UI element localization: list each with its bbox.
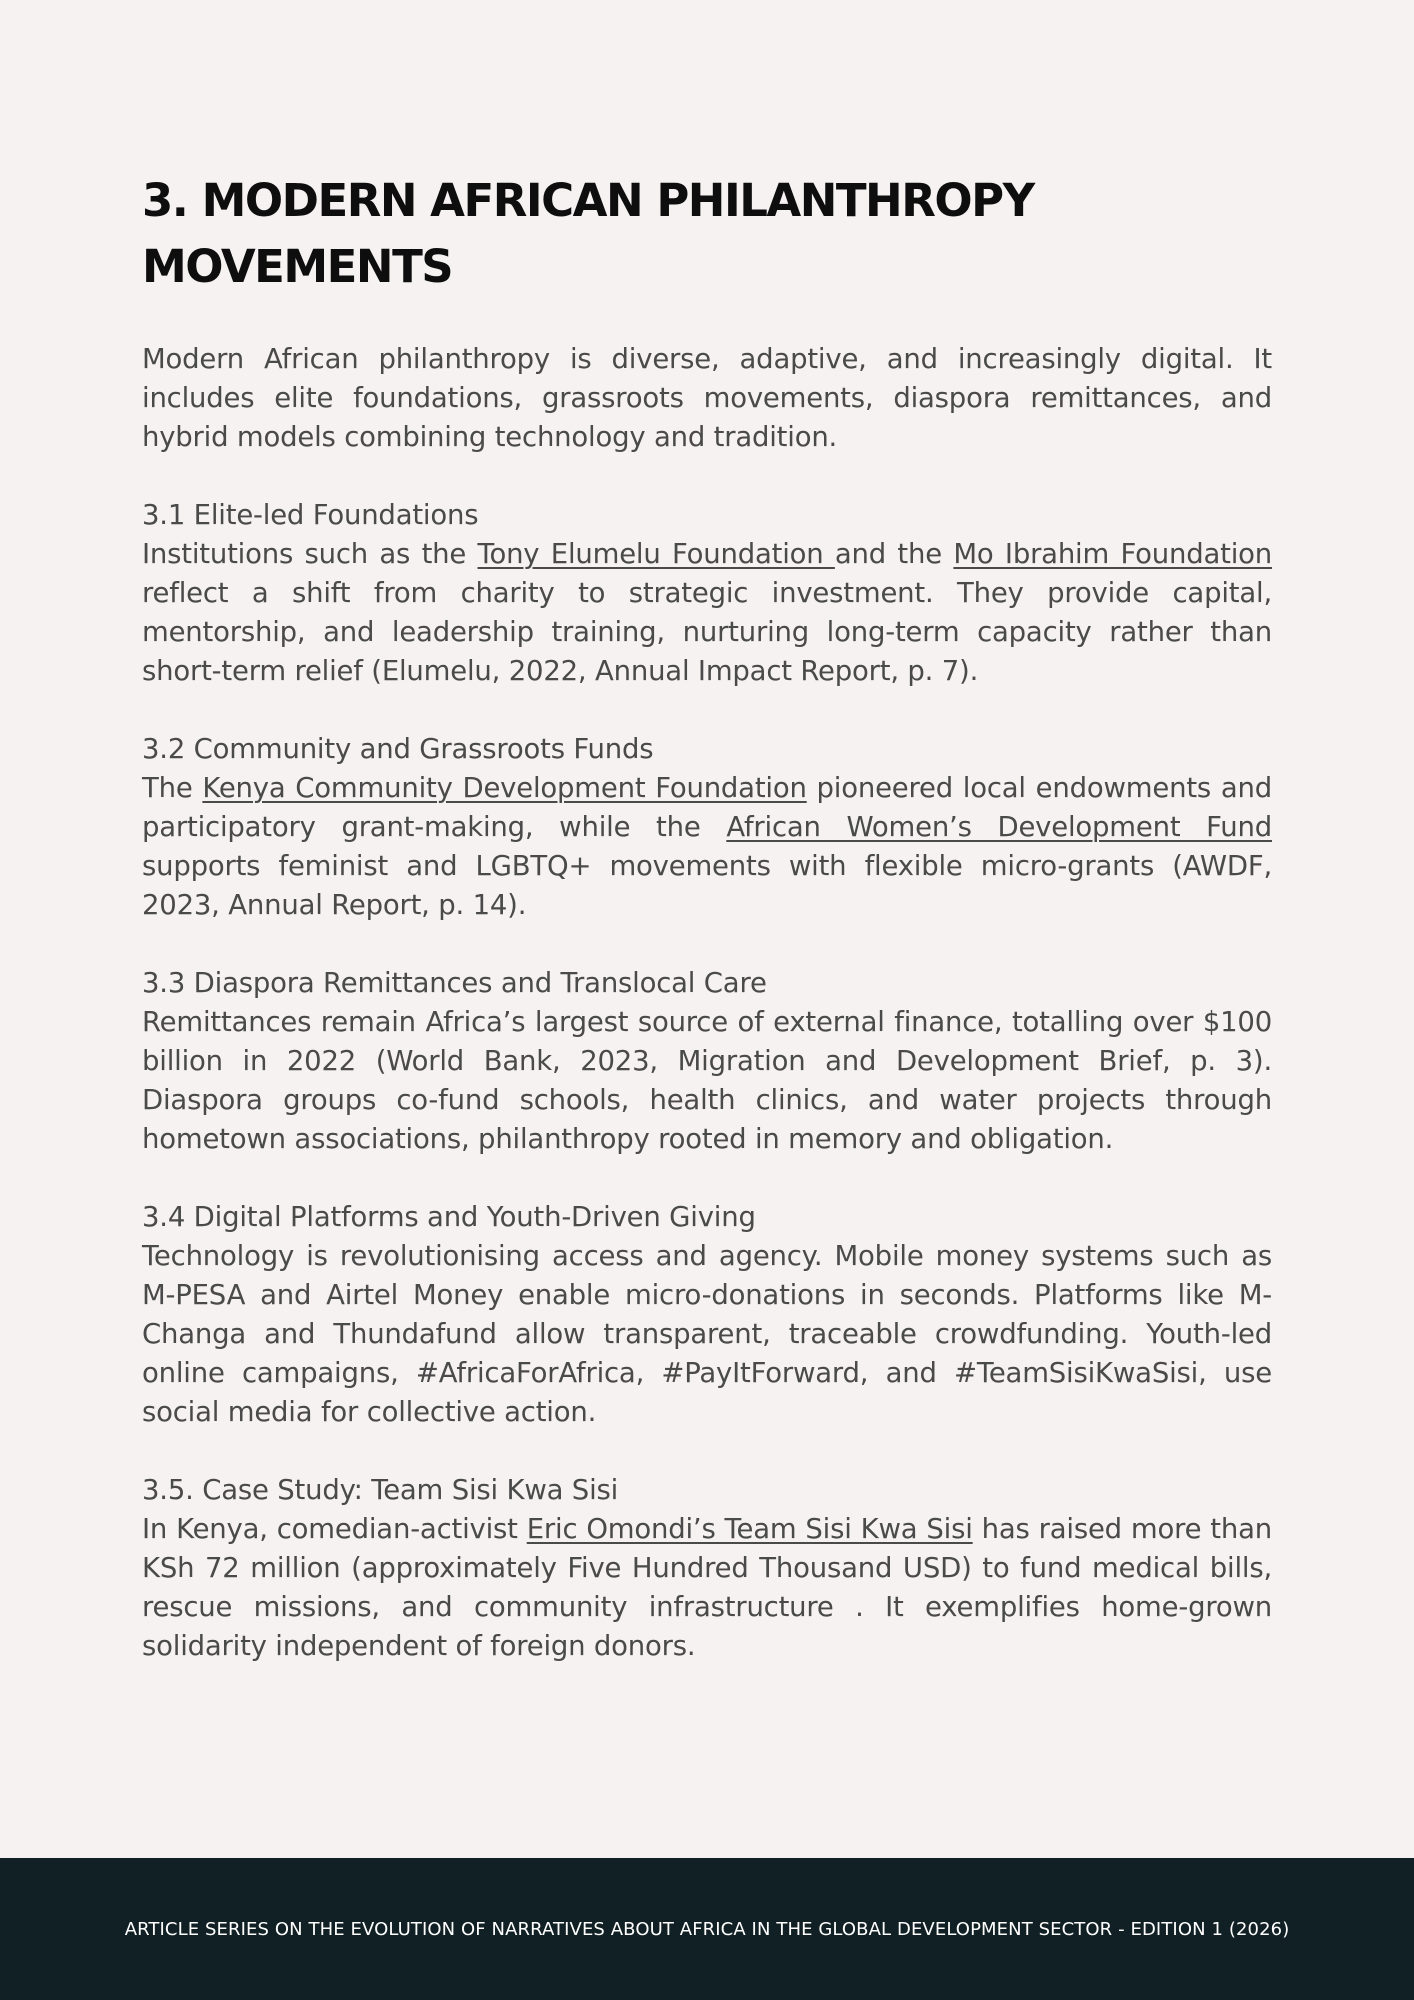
mo-ibrahim-foundation-link[interactable]: Mo Ibrahim Foundation — [953, 538, 1272, 570]
section-case-study — [142, 1471, 1272, 1666]
footer-text: ARTICLE SERIES ON THE EVOLUTION OF NARRATIVES ABOUT AFRICA IN THE GLOBAL DEVELOPMENT SECTOR - EDITION 1 (2026) — [124, 1918, 1290, 1940]
african-womens-development-fund-link[interactable]: African Women’s Development Fund — [726, 811, 1272, 843]
section-heading: 3.3 Diaspora Remittances and Translocal Care — [142, 967, 767, 999]
section-heading: 3.4 Digital Platforms and Youth-Driven Giving — [142, 1201, 756, 1233]
section-body: Technology is revolutionising access and agency. Mobile money systems such as M-PESA and Airtel Money enable micro-donations in seconds. Platforms like M-Changa and Thundafund allow transparent, traceable crowdfunding. Youth-led online campaigns, #AfricaForAfrica, #PayItForward, and #TeamSisiKwaSisi, use social media for collective action. — [142, 1240, 1272, 1428]
tony-elumelu-foundation-link[interactable]: Tony Elumelu Foundation — [477, 538, 835, 570]
section-body — [142, 769, 1272, 925]
section-body — [142, 535, 1272, 691]
body-text: has raised more than KSh 72 million (approximately Five Hundred Thousand USD) to fund medical bills, rescue missions, and community infrastructure . It exemplifies home-grown solidarity independent of foreign donors. — [142, 1513, 1272, 1662]
section-digital-platforms — [142, 1198, 1272, 1432]
section-title: 3. MODERN AFRICAN PHILANTHROPY MOVEMENTS — [142, 174, 1034, 293]
body-text: and the — [834, 538, 954, 570]
section-heading: 3.2 Community and Grassroots Funds — [142, 733, 654, 765]
section-heading: 3.5. Case Study: Team Sisi Kwa Sisi — [142, 1474, 619, 1506]
team-sisi-kwa-sisi-link[interactable]: Eric Omondi’s Team Sisi Kwa Sisi — [526, 1513, 973, 1545]
intro-paragraph: Modern African philanthropy is diverse, adaptive, and increasingly digital. It includes elite foundations, grassroots movements, diaspora remittances, and hybrid models combining technology and tradition. — [142, 343, 1272, 453]
body-text: pioneered local endowments and participatory grant-making, while the — [142, 772, 1272, 843]
section-elite-foundations — [142, 496, 1272, 691]
body-text: reflect a shift from charity to strategic investment. They provide capital, mentorship, and leadership training, nurturing long-term capacity rather than short-term relief (Elumelu, 2022, Annual Impact Report, p. 7). — [142, 577, 1272, 687]
kenya-community-development-foundation-link[interactable]: Kenya Community Development Foundation — [202, 772, 807, 804]
page-footer — [0, 1858, 1414, 2000]
body-text: The — [142, 772, 203, 804]
body-text: Institutions such as the — [142, 538, 478, 570]
section-heading: 3.1 Elite-led Foundations — [142, 499, 479, 531]
body-text: In Kenya, comedian-activist — [142, 1513, 527, 1545]
section-community-funds — [142, 730, 1272, 925]
article-content — [142, 168, 1272, 1666]
section-diaspora-remittances — [142, 964, 1272, 1159]
section-body: Remittances remain Africa’s largest source of external finance, totalling over $100 billion in 2022 (World Bank, 2023, Migration and Development Brief, p. 3). Diaspora groups co-fund schools, health clinics, and water projects through hometown associations, philanthropy rooted in memory and obligation. — [142, 1006, 1272, 1155]
body-text: supports feminist and LGBTQ+ movements with flexible micro-grants (AWDF, 2023, Annual Report, p. 14). — [142, 850, 1272, 921]
section-body — [142, 1510, 1272, 1666]
